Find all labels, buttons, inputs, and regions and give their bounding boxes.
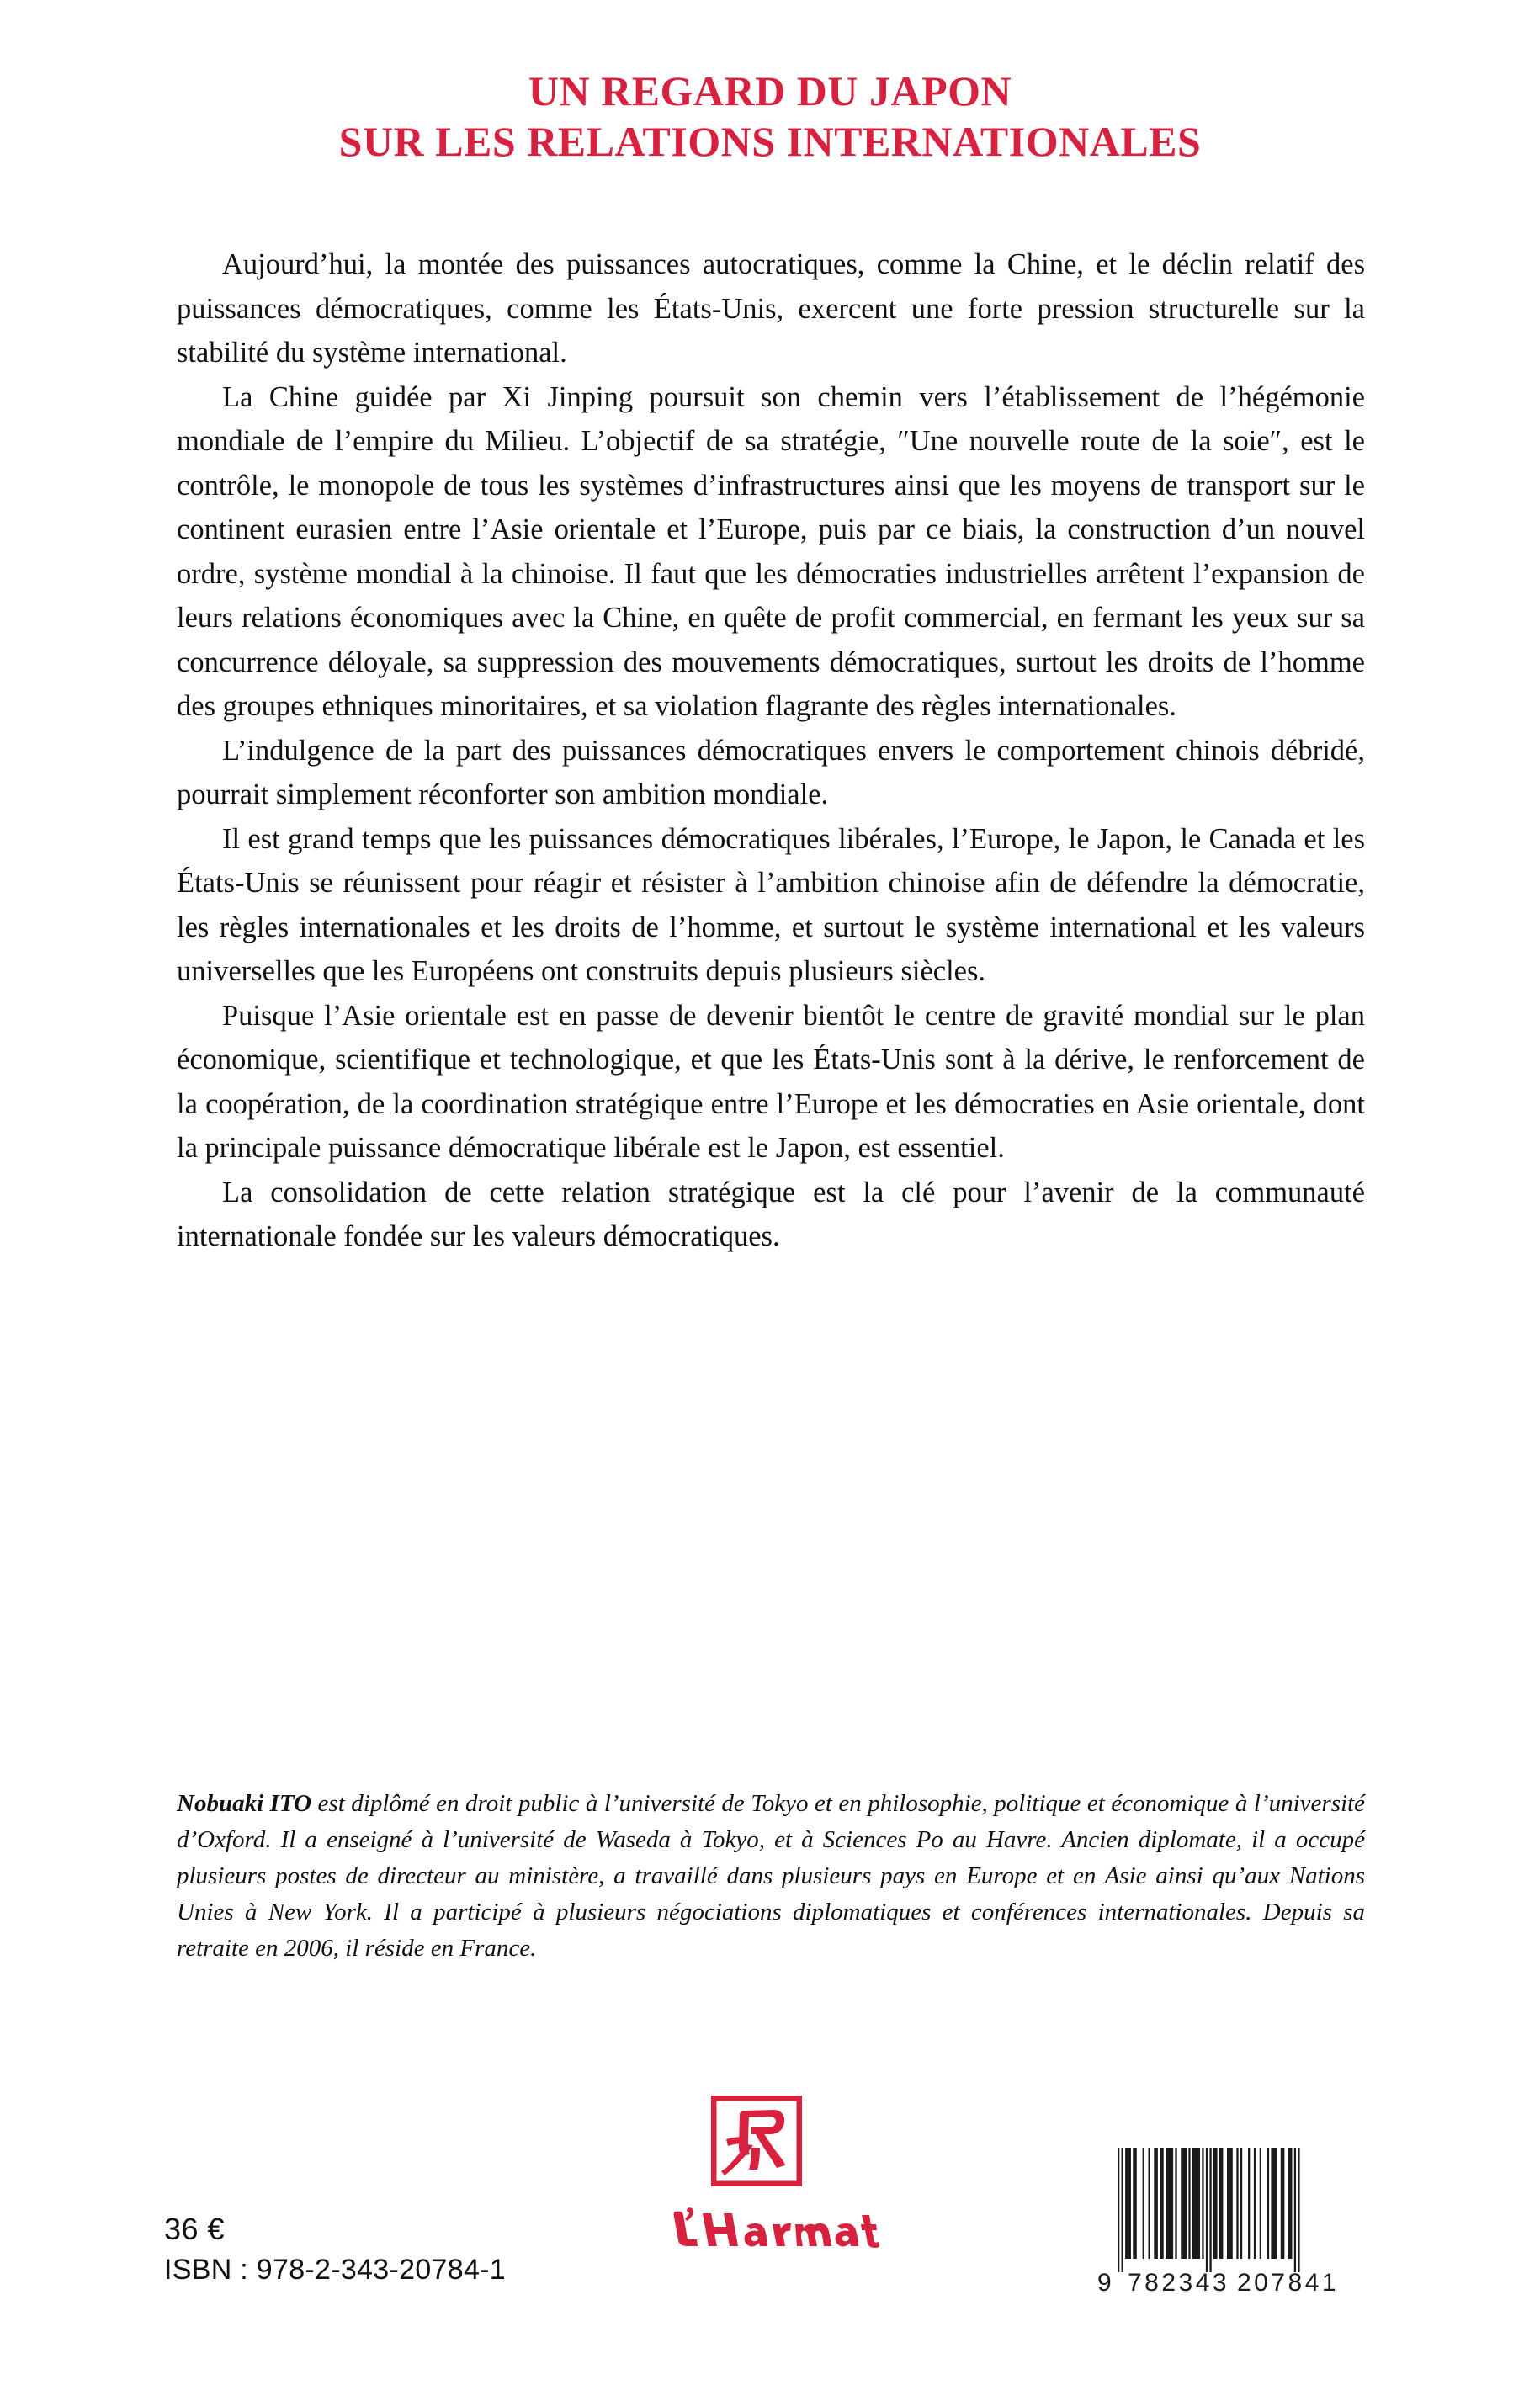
blurb-paragraph: Puisque l’Asie orientale est en passe de devenir bientôt le centre de gravité mondial sur le plan économique, scientifique et technologique, et que les États-Unis sont à la dérive, le renforcement de la coopération, de la coordination stratégique entre l’Europe et les démocraties en Asie orientale, dont la principale puissance démocratique libérale est le Japon, est essentiel. xyxy=(177,999,1365,1164)
blurb-paragraph: L’indulgence de la part des puissances démocratiques envers le comportement chinois débridé, pourrait simplement réconforter son ambition mondiale. xyxy=(177,734,1365,810)
title-line-1: UN REGARD DU JAPON xyxy=(528,67,1012,114)
publisher-logo xyxy=(669,2096,888,2306)
price-isbn-block xyxy=(164,2209,506,2290)
barcode-lead-digit: 9 xyxy=(1097,2269,1112,2297)
ean13-barcode-icon xyxy=(1084,2129,1362,2297)
blurb-paragraph: Aujourd’hui, la montée des puissances autocratiques, comme la Chine, et le déclin relatif des puissances démocratiques, comme les États-Unis, exercent une forte pression structurelle sur la stabilité du système international. xyxy=(177,248,1365,369)
blurb-text xyxy=(177,242,1365,1259)
author-bio-text: est diplômé en droit public à l’université de Tokyo et en philosophie, politique et économique à l’université d’Oxford. Il a enseigné à l’université de Waseda à Tokyo, et à Sciences Po au Havre. Ancien diplomate, il a occupé plusieurs postes de directeur au ministère, a travaillé dans plusieurs pays en Europe et en Asie ainsi qu’aux Nations Unies à New York. Il a participé à plusieurs négociations diplomatiques et conférences internationales. Depuis sa retraite en 2006, il réside en France. xyxy=(177,1790,1365,1962)
price-label: 36 € xyxy=(164,2212,226,2246)
isbn-label: ISBN : 978-2-343-20784-1 xyxy=(164,2254,507,2286)
publisher-name-wordmark xyxy=(669,2203,879,2254)
page-title xyxy=(160,66,1380,167)
ean13-barcode xyxy=(1084,2129,1362,2297)
harmattan-seal-icon xyxy=(711,2096,802,2186)
barcode-right-digits: 207841 xyxy=(1237,2269,1340,2297)
author-name: Nobuaki ITO xyxy=(177,1790,312,1817)
title-line-2: SUR LES RELATIONS INTERNATIONALES xyxy=(338,118,1202,165)
blurb-paragraph: La Chine guidée par Xi Jinping poursuit son chemin vers l’établissement de l’hégémonie mondiale de l’empire du Milieu. L’objectif de sa stratégie, ″Une nouvelle route de la soie″, est le contrôle, le monopole de tous les systèmes d’infrastructures ainsi que les moyens de transport sur le continent eurasien entre l’Asie orientale et l’Europe, puis par ce biais, la construction d’un nouvel ordre, système mondial à la chinoise. Il faut que les démocraties industrielles arrêtent l’expansion de leurs relations économiques avec la Chine, en quête de profit commercial, en fermant les yeux sur sa concurrence déloyale, sa suppression des mouvements démocratiques, surtout les droits de l’homme des groupes ethniques minoritaires, et sa violation flagrante des règles internationales. xyxy=(177,380,1365,722)
blurb-paragraph: La consolidation de cette relation stratégique est la clé pour l’avenir de la communauté internationale fondée sur les valeurs démocratiques. xyxy=(177,1176,1365,1252)
author-bio-paragraph xyxy=(177,1786,1365,1967)
author-biography xyxy=(177,1786,1365,1967)
blurb-paragraph: Il est grand temps que les puissances démocratiques libérales, l’Europe, le Japon, le Canada et les États-Unis se réunissent pour réagir et résister à l’ambition chinoise afin de défendre la démocratie, les règles internationales et les droits de l’homme, et surtout le système international et les valeurs universelles que les Européens ont construits depuis plusieurs siècles. xyxy=(177,822,1365,987)
barcode-left-digits: 782343 xyxy=(1128,2269,1230,2297)
